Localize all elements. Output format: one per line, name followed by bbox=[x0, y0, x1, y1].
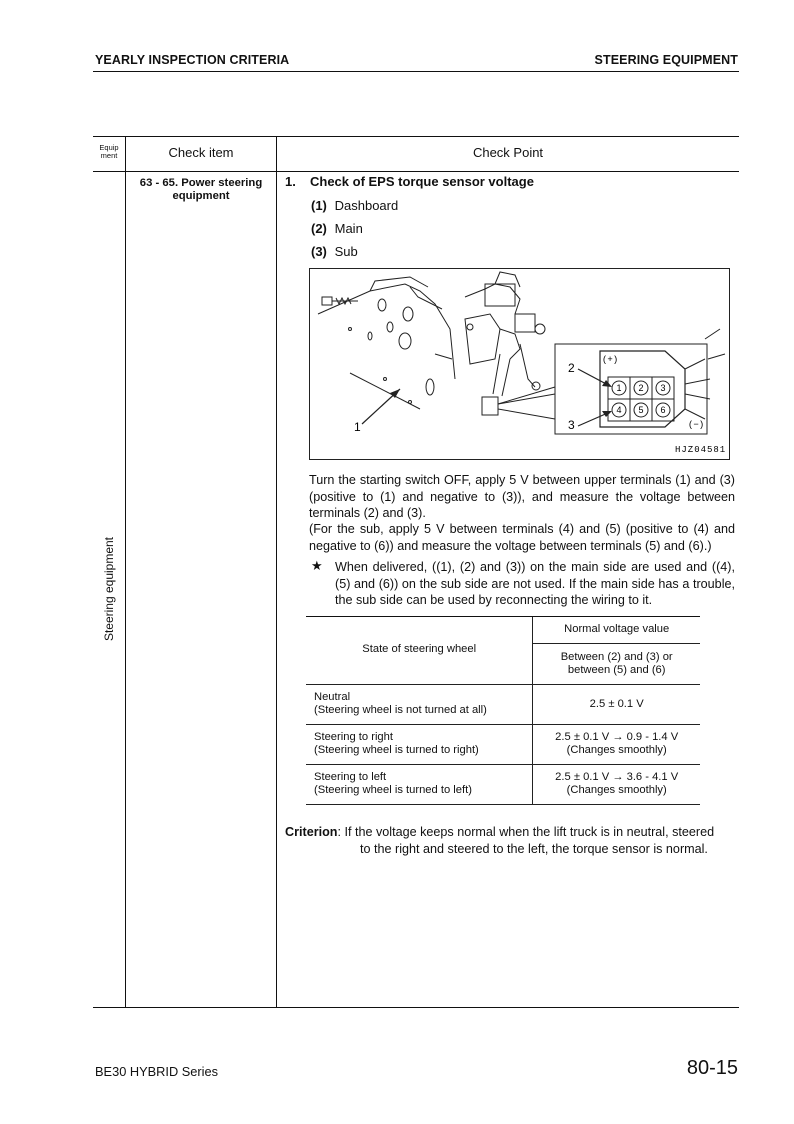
normal-voltage-header: Normal voltage value bbox=[533, 616, 700, 643]
steering-column bbox=[465, 284, 520, 314]
harness-connector bbox=[482, 397, 498, 415]
equipment-column-header: Equip ment bbox=[99, 143, 119, 160]
star-icon: ★ bbox=[311, 558, 323, 573]
equipment-label: Steering equipment bbox=[102, 536, 116, 642]
table-row bbox=[306, 764, 700, 804]
running-header-left: YEARLY INSPECTION CRITERIA bbox=[95, 53, 290, 67]
check-item: 63 - 65. Power steering equipment bbox=[139, 177, 263, 202]
pin-6: 6 bbox=[660, 405, 666, 415]
step-heading: 1. Check of EPS torque sensor voltage bbox=[285, 174, 534, 189]
figure-drawing bbox=[310, 269, 729, 459]
table-row bbox=[306, 724, 700, 764]
instruction-paragraph-sub: (For the sub, apply 5 V between terminals (4) and (5) (positive to (4) and negative to (6)) and measure the voltage between terminals (5) and (6).) bbox=[309, 522, 735, 553]
page-number: 80-15 bbox=[686, 1057, 738, 1079]
check-item-column-header: Check item bbox=[168, 145, 234, 160]
table-header-row bbox=[306, 616, 700, 643]
pin-4: 4 bbox=[616, 405, 622, 415]
voltage-table bbox=[306, 616, 700, 805]
pin-1: 1 bbox=[616, 383, 622, 393]
voltage-cell: 2.5 ± 0.1 V → 0.9 - 1.4 V (Changes smoothly) bbox=[533, 724, 700, 764]
running-header-right: STEERING EQUIPMENT bbox=[594, 53, 738, 67]
list-item-dashboard: (1) Dashboard bbox=[311, 198, 399, 213]
footer-series: BE30 HYBRID Series bbox=[95, 1064, 219, 1079]
terminal-pair-header: Between (2) and (3) or between (5) and (6) bbox=[533, 643, 700, 684]
criterion: Criterion: If the voltage keeps normal when the lift truck is in neutral, steered to the right and steered to the left, the torque sensor is normal. bbox=[285, 825, 715, 856]
voltage-cell: 2.5 ± 0.1 V → 3.6 - 4.1 V (Changes smoothly) bbox=[533, 764, 700, 804]
pin-5: 5 bbox=[638, 405, 644, 415]
callout-3: 3 bbox=[568, 418, 575, 432]
connector-detail bbox=[555, 329, 725, 434]
callout-1: 1 bbox=[354, 420, 361, 434]
torque-sensor-figure bbox=[309, 268, 730, 460]
criterion-label: Criterion bbox=[285, 825, 338, 839]
bolt-head bbox=[322, 297, 332, 305]
callout-2: 2 bbox=[568, 361, 575, 375]
figure-code: HJZ04581 bbox=[675, 445, 727, 455]
table-row bbox=[306, 684, 700, 724]
polarity-minus: (−) bbox=[688, 420, 705, 430]
polarity-plus: (+) bbox=[602, 355, 619, 365]
pin-2: 2 bbox=[638, 383, 644, 393]
instruction-paragraph-main: Turn the starting switch OFF, apply 5 V between upper terminals (1) and (3) (positive to (1) and negative to (3)), and measure the voltage between terminals (2) and (3). bbox=[309, 473, 735, 520]
list-item-sub: (3) Sub bbox=[311, 244, 358, 259]
dashboard-panel bbox=[318, 284, 455, 379]
column-divider-1 bbox=[125, 136, 126, 1008]
header-rule bbox=[93, 71, 739, 72]
column-divider-2 bbox=[276, 136, 277, 1008]
table-top-rule bbox=[93, 136, 739, 137]
delivery-note: When delivered, ((1), (2) and (3)) on the main side are used and ((4), (5) and (6)) on the sub side are not used. If the main side has a trouble, the sub side can be used by reconnecting the wiring to it. bbox=[335, 560, 735, 607]
voltage-cell: 2.5 ± 0.1 V bbox=[533, 684, 700, 724]
state-cell: Neutral (Steering wheel is not turned at all) bbox=[306, 684, 533, 724]
pin-3: 3 bbox=[660, 383, 666, 393]
state-cell: Steering to right (Steering wheel is turned to right) bbox=[306, 724, 533, 764]
state-header: State of steering wheel bbox=[306, 616, 533, 684]
torque-sensor-body bbox=[465, 314, 500, 364]
state-cell: Steering to left (Steering wheel is turned to left) bbox=[306, 764, 533, 804]
list-item-main: (2) Main bbox=[311, 221, 363, 236]
check-point-column-header: Check Point bbox=[472, 145, 544, 160]
table-head-rule bbox=[93, 171, 739, 172]
table-bottom-rule bbox=[93, 1007, 739, 1008]
voltage-table-top-rule bbox=[306, 616, 700, 617]
